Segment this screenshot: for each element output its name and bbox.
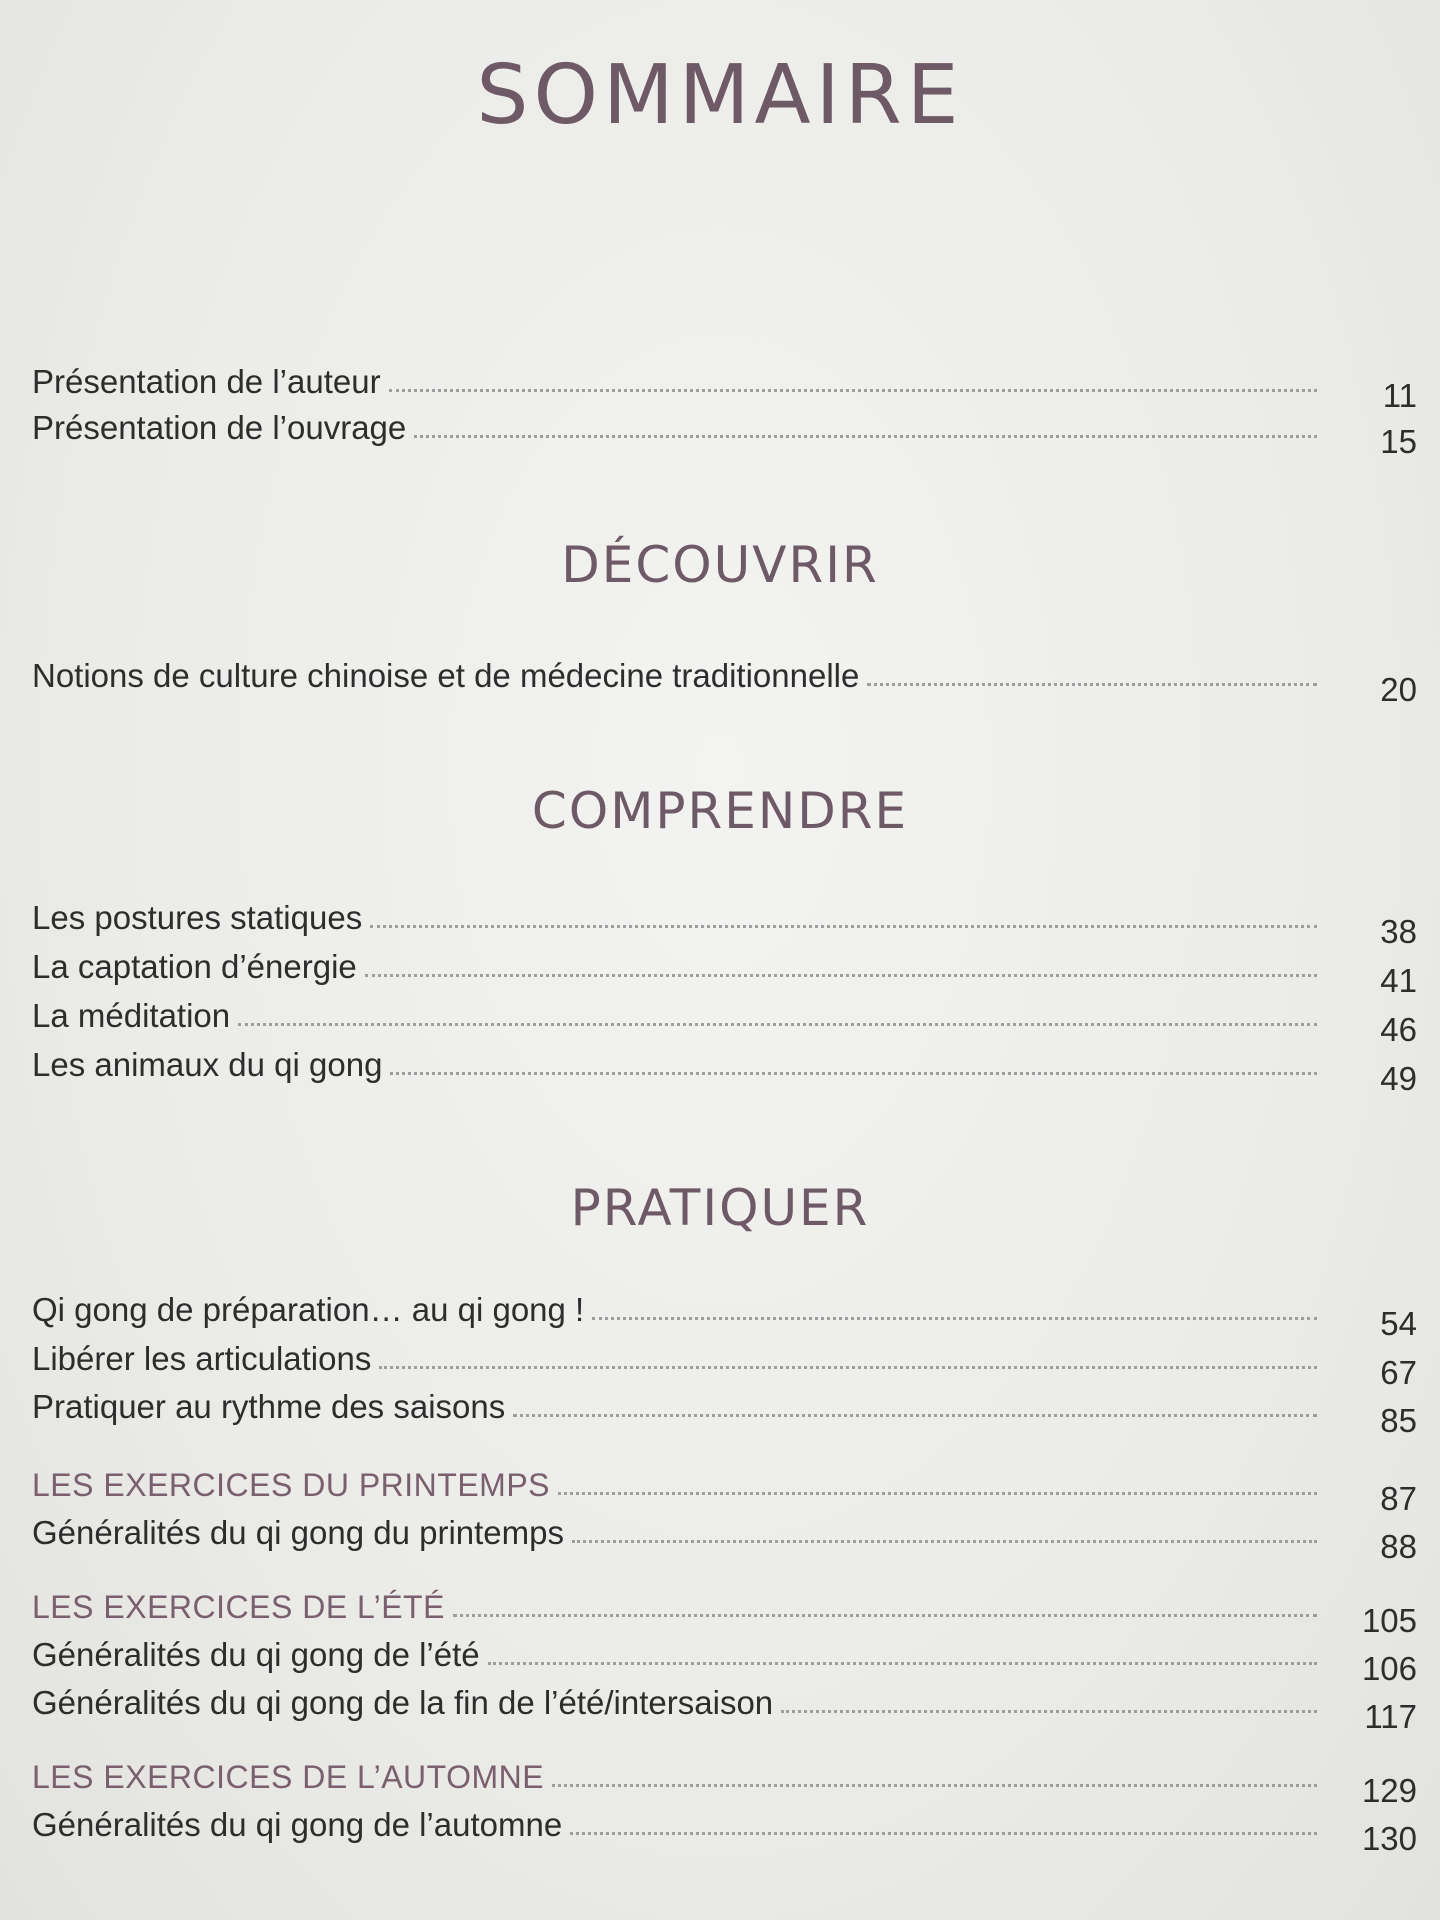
- entry-label: Généralités du qi gong du printemps: [32, 1514, 564, 1551]
- toc-entry: [32, 1329, 1417, 1391]
- entry-page: 105: [1361, 1602, 1417, 1639]
- leader-dots: [365, 973, 1317, 977]
- entry-page: 117: [1364, 1698, 1417, 1735]
- toc-entry: [32, 937, 1417, 999]
- toc-entry: [32, 1035, 1417, 1097]
- entry-label: Qi gong de préparation… au qi gong !: [32, 1291, 585, 1328]
- subsection-label: LES EXERCICES DU PRINTEMPS: [32, 1467, 550, 1503]
- toc-entry: [32, 398, 1417, 460]
- entry-page: 85: [1380, 1402, 1417, 1439]
- entry-page: 67: [1380, 1354, 1417, 1391]
- entry-page: 106: [1361, 1650, 1417, 1687]
- toc-subsection: [32, 1577, 1417, 1639]
- entry-page: 15: [1380, 423, 1417, 460]
- toc-entry: [32, 1377, 1417, 1439]
- toc-subsection: [32, 1455, 1417, 1517]
- subsection-label: LES EXERCICES DE L’AUTOMNE: [32, 1759, 545, 1795]
- leader-dots: [238, 1022, 1317, 1026]
- leader-dots: [781, 1709, 1317, 1713]
- toc-entry: [32, 1280, 1417, 1342]
- leader-dots: [414, 434, 1317, 438]
- leader-dots: [570, 1831, 1317, 1835]
- entry-page: 38: [1380, 913, 1417, 950]
- leader-dots: [453, 1613, 1317, 1617]
- leader-dots: [513, 1413, 1317, 1417]
- leader-dots: [370, 924, 1317, 928]
- entry-page: 130: [1361, 1820, 1417, 1857]
- entry-label: Pratiquer au rythme des saisons: [32, 1388, 506, 1425]
- toc-entry: [32, 352, 1417, 414]
- section-title: DÉCOUVRIR: [561, 536, 879, 594]
- entry-page: 87: [1380, 1480, 1417, 1517]
- leader-dots: [389, 388, 1317, 392]
- entry-label: Généralités du qi gong de l’été: [32, 1636, 480, 1673]
- entry-label: Présentation de l’auteur: [32, 363, 381, 400]
- entry-page: 54: [1380, 1305, 1417, 1342]
- toc-entry: [32, 646, 1417, 708]
- leader-dots: [488, 1661, 1317, 1665]
- subsection-label: LES EXERCICES DE L’ÉTÉ: [32, 1589, 445, 1625]
- entry-page: 88: [1380, 1528, 1417, 1565]
- toc-entry: [32, 888, 1417, 950]
- entry-page: 49: [1380, 1060, 1417, 1097]
- entry-page: 11: [1382, 377, 1417, 414]
- entry-label: Présentation de l’ouvrage: [32, 409, 407, 446]
- entry-label: Généralités du qi gong de l’automne: [32, 1806, 563, 1843]
- leader-dots: [572, 1539, 1317, 1543]
- toc-entry: [32, 1503, 1417, 1565]
- toc-entry: [32, 1795, 1417, 1857]
- entry-label: La méditation: [32, 997, 231, 1034]
- entry-label: Généralités du qi gong de la fin de l’été/intersaison: [32, 1684, 774, 1721]
- entry-label: La captation d’énergie: [32, 948, 357, 985]
- entry-page: 20: [1380, 671, 1417, 708]
- entry-label: Libérer les articulations: [32, 1340, 372, 1377]
- entry-label: Notions de culture chinoise et de médecine traditionnelle: [32, 657, 860, 694]
- entry-label: Les postures statiques: [32, 899, 363, 936]
- leader-dots: [558, 1491, 1317, 1495]
- toc-entry: [32, 986, 1417, 1048]
- entry-page: 41: [1380, 962, 1417, 999]
- leader-dots: [390, 1071, 1317, 1075]
- leader-dots: [379, 1365, 1317, 1369]
- entry-page: 46: [1380, 1011, 1417, 1048]
- entry-page: 129: [1361, 1772, 1417, 1809]
- section-title: PRATIQUER: [570, 1179, 870, 1237]
- toc-entry: [32, 1673, 1417, 1735]
- leader-dots: [867, 682, 1317, 686]
- section-title: COMPRENDRE: [531, 782, 909, 840]
- page-title: SOMMAIRE: [476, 48, 964, 143]
- leader-dots: [552, 1783, 1317, 1787]
- toc-entry: [32, 1625, 1417, 1687]
- entry-label: Les animaux du qi gong: [32, 1046, 383, 1083]
- toc-subsection: [32, 1747, 1417, 1809]
- leader-dots: [592, 1316, 1317, 1320]
